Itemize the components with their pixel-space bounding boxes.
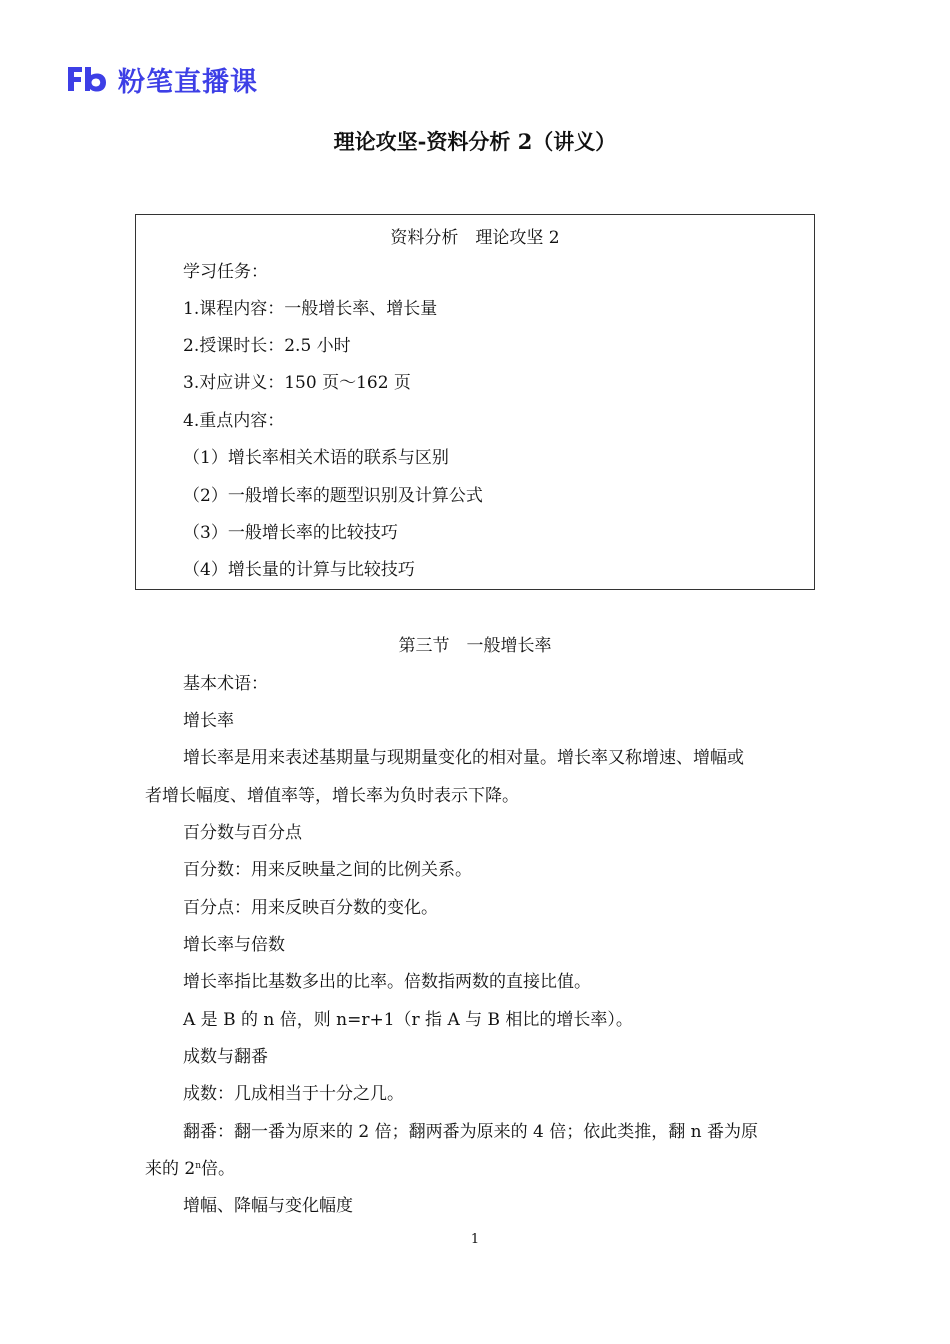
- paragraph-line: 百分数：用来反映量之间的比例关系。: [183, 860, 472, 880]
- superscript-n: n: [195, 1161, 202, 1171]
- box-line: （4）增长量的计算与比较技巧: [183, 560, 415, 580]
- box-line: （3）一般增长率的比较技巧: [183, 523, 398, 543]
- term-heading: 增长率: [183, 711, 234, 731]
- box-line: （2）一般增长率的题型识别及计算公式: [183, 486, 483, 506]
- paragraph-line: A 是 B 的 n 倍，则 n=r+1（r 指 A 与 B 相比的增长率）。: [183, 1010, 633, 1030]
- paragraph-line: 者增长幅度、增值率等，增长率为负时表示下降。: [145, 786, 519, 806]
- box-line: （1）增长率相关术语的联系与区别: [183, 448, 449, 468]
- term-heading: 增长率与倍数: [183, 935, 285, 955]
- brand-logo: [66, 62, 258, 96]
- document-title: 理论攻坚-资料分析 2（讲义）: [333, 129, 617, 154]
- paragraph-line: 成数：几成相当于十分之几。: [183, 1084, 404, 1104]
- paragraph-line: 翻番：翻一番为原来的 2 倍；翻两番为原来的 4 倍；依此类推，翻 n 番为原: [183, 1122, 759, 1142]
- brand-name: 粉笔直播课: [118, 66, 258, 98]
- box-line: 1.课程内容：一般增长率、增长量: [183, 299, 438, 319]
- paragraph-line: [145, 1158, 235, 1180]
- box-line: 4.重点内容：: [183, 411, 285, 431]
- term-heading: 增幅、降幅与变化幅度: [183, 1196, 353, 1216]
- section-heading: 第三节 一般增长率: [398, 636, 552, 656]
- term-heading: 成数与翻番: [183, 1047, 268, 1067]
- basic-terms-label: 基本术语：: [183, 674, 268, 694]
- box-line: 3.对应讲义：150 页～162 页: [183, 373, 411, 393]
- box-line: 2.授课时长：2.5 小时: [183, 336, 351, 356]
- paragraph-line: 百分点：用来反映百分数的变化。: [183, 898, 438, 918]
- paragraph-line: 增长率指比基数多出的比率。倍数指两数的直接比值。: [183, 972, 591, 992]
- page-number: 1: [470, 1232, 480, 1247]
- term-heading: 百分数与百分点: [183, 823, 302, 843]
- paragraph-line: 增长率是用来表述基期量与现期量变化的相对量。增长率又称增速、增幅或: [183, 748, 744, 768]
- text-fragment: 倍。: [201, 1159, 236, 1179]
- text-fragment: 来的 2: [145, 1159, 196, 1179]
- box-heading: 资料分析 理论攻坚 2: [390, 228, 560, 248]
- fb-logo-icon: [66, 64, 108, 94]
- box-line: 学习任务：: [183, 262, 268, 282]
